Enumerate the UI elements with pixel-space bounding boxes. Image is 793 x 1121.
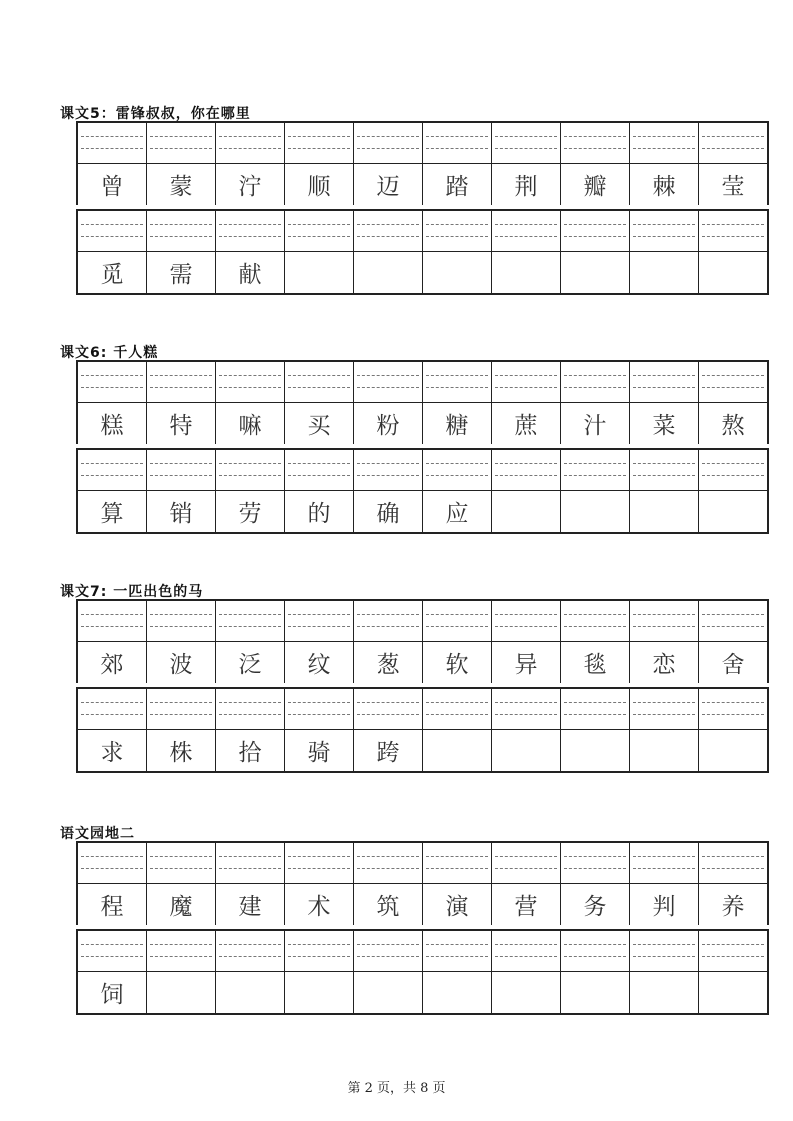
character-cell: 毯 — [561, 642, 630, 683]
pinyin-row — [78, 211, 767, 252]
character-cell: 建 — [216, 884, 285, 925]
character-cell: 养 — [721, 894, 745, 920]
pinyin-cell[interactable] — [699, 450, 767, 490]
character-cell: 恋 — [630, 642, 699, 683]
pinyin-cell[interactable] — [561, 931, 630, 971]
pinyin-cell[interactable] — [492, 211, 561, 251]
character-cell — [492, 491, 561, 532]
character-cell — [699, 252, 767, 293]
character-cell: 筑 — [354, 884, 423, 925]
pinyin-cell[interactable] — [354, 931, 423, 971]
pinyin-cell[interactable] — [78, 123, 147, 163]
pinyin-row — [78, 362, 767, 403]
character-cell: 演 — [423, 884, 492, 925]
pinyin-cell[interactable] — [354, 450, 423, 490]
character-cell: 荆 — [492, 164, 561, 205]
pinyin-cell[interactable] — [492, 689, 561, 729]
character-row — [78, 884, 767, 925]
pinyin-cell[interactable] — [147, 123, 216, 163]
character-cell: 务 — [561, 884, 630, 925]
character-row — [78, 403, 767, 444]
character-cell — [216, 972, 285, 1013]
character-cell — [492, 730, 561, 771]
pinyin-cell[interactable] — [147, 211, 216, 251]
character-cell: 程 — [78, 884, 147, 925]
character-cell: 魔 — [147, 884, 216, 925]
pinyin-cell[interactable] — [423, 450, 492, 490]
character-cell: 确 — [354, 491, 423, 532]
character-cell: 买 — [285, 403, 354, 444]
pinyin-row — [78, 601, 767, 642]
pinyin-cell[interactable] — [423, 843, 492, 883]
pinyin-cell[interactable] — [699, 211, 767, 251]
pinyin-cell[interactable] — [78, 362, 147, 402]
character-cell — [561, 972, 630, 1013]
pinyin-cell[interactable] — [354, 601, 423, 641]
pinyin-cell[interactable] — [216, 123, 285, 163]
character-cell — [492, 972, 561, 1013]
character-row — [78, 164, 767, 205]
character-cell: 骑 — [285, 730, 354, 771]
character-cell — [423, 730, 492, 771]
character-cell: 算 — [78, 491, 147, 532]
character-cell: 蔗 — [492, 403, 561, 444]
pinyin-cell[interactable] — [699, 123, 767, 163]
pinyin-cell[interactable] — [492, 601, 561, 641]
character-cell — [630, 252, 699, 293]
character-cell: 术 — [285, 884, 354, 925]
pinyin-cell[interactable] — [285, 689, 354, 729]
character-cell — [423, 252, 492, 293]
character-cell: 糖 — [423, 403, 492, 444]
pinyin-cell[interactable] — [78, 450, 147, 490]
character-cell: 献 — [216, 252, 285, 293]
grid-block — [76, 687, 769, 773]
character-cell: 迈 — [354, 164, 423, 205]
character-row — [78, 642, 767, 683]
pinyin-cell[interactable] — [147, 843, 216, 883]
character-cell: 泛 — [216, 642, 285, 683]
character-cell: 需 — [147, 252, 216, 293]
pinyin-cell[interactable] — [216, 689, 285, 729]
pinyin-cell[interactable] — [699, 931, 767, 971]
section-title: 课文6: 千人糕 — [60, 345, 159, 361]
character-cell — [354, 972, 423, 1013]
pinyin-cell[interactable] — [630, 123, 699, 163]
character-cell: 瓣 — [561, 164, 630, 205]
pinyin-cell[interactable] — [561, 211, 630, 251]
grid-block — [76, 929, 769, 1015]
character-cell — [630, 491, 699, 532]
character-cell: 粉 — [354, 403, 423, 444]
pinyin-cell[interactable] — [561, 450, 630, 490]
pinyin-cell[interactable] — [78, 931, 147, 971]
pinyin-cell[interactable] — [561, 601, 630, 641]
pinyin-cell[interactable] — [630, 362, 699, 402]
character-cell: 舍 — [721, 652, 745, 678]
pinyin-cell[interactable] — [285, 211, 354, 251]
character-cell: 顺 — [285, 164, 354, 205]
pinyin-cell[interactable] — [492, 843, 561, 883]
pinyin-cell[interactable] — [630, 211, 699, 251]
pinyin-cell[interactable] — [285, 843, 354, 883]
character-cell: 拾 — [216, 730, 285, 771]
pinyin-cell[interactable] — [147, 601, 216, 641]
character-cell: 曾 — [78, 164, 147, 205]
pinyin-cell[interactable] — [699, 843, 767, 883]
pinyin-cell[interactable] — [423, 689, 492, 729]
character-cell: 纹 — [285, 642, 354, 683]
pinyin-cell[interactable] — [147, 450, 216, 490]
character-cell: 特 — [147, 403, 216, 444]
section-title: 课文5：雷锋叔叔，你在哪里 — [60, 106, 251, 122]
character-cell: 劳 — [216, 491, 285, 532]
character-cell: 熬 — [721, 413, 745, 439]
character-row — [78, 491, 767, 532]
pinyin-cell[interactable] — [561, 362, 630, 402]
pinyin-cell[interactable] — [423, 601, 492, 641]
grid-block — [76, 360, 769, 444]
pinyin-row — [78, 689, 767, 730]
pinyin-row — [78, 450, 767, 491]
pinyin-cell[interactable] — [78, 843, 147, 883]
pinyin-cell[interactable] — [147, 931, 216, 971]
character-cell: 销 — [147, 491, 216, 532]
writing-grid — [76, 360, 769, 534]
section-title: 课文7: 一匹出色的马 — [60, 584, 204, 600]
pinyin-cell[interactable] — [354, 123, 423, 163]
pinyin-cell[interactable] — [423, 123, 492, 163]
character-cell: 应 — [423, 491, 492, 532]
character-row — [78, 252, 767, 293]
pinyin-cell[interactable] — [492, 450, 561, 490]
grid-block — [76, 121, 769, 205]
character-cell — [285, 972, 354, 1013]
character-cell — [423, 972, 492, 1013]
pinyin-cell[interactable] — [492, 123, 561, 163]
pinyin-cell[interactable] — [285, 601, 354, 641]
pinyin-cell[interactable] — [423, 211, 492, 251]
character-cell: 葱 — [354, 642, 423, 683]
grid-block — [76, 841, 769, 925]
character-cell — [561, 491, 630, 532]
character-cell: 泞 — [216, 164, 285, 205]
pinyin-cell[interactable] — [354, 211, 423, 251]
pinyin-cell[interactable] — [285, 450, 354, 490]
character-cell — [147, 972, 216, 1013]
pinyin-cell[interactable] — [147, 689, 216, 729]
pinyin-cell[interactable] — [561, 843, 630, 883]
pinyin-cell[interactable] — [699, 689, 767, 729]
pinyin-cell[interactable] — [216, 931, 285, 971]
character-cell: 菜 — [630, 403, 699, 444]
pinyin-cell[interactable] — [147, 362, 216, 402]
pinyin-cell[interactable] — [354, 843, 423, 883]
grid-block — [76, 599, 769, 683]
character-cell: 波 — [147, 642, 216, 683]
pinyin-cell[interactable] — [423, 362, 492, 402]
character-cell: 棘 — [630, 164, 699, 205]
pinyin-cell[interactable] — [285, 362, 354, 402]
pinyin-cell[interactable] — [285, 123, 354, 163]
writing-grid — [76, 121, 769, 295]
page-footer: 第 2 页，共 8 页 — [347, 1081, 446, 1096]
character-cell — [561, 252, 630, 293]
character-cell — [492, 252, 561, 293]
pinyin-cell[interactable] — [630, 931, 699, 971]
grid-block — [76, 448, 769, 534]
pinyin-cell[interactable] — [492, 931, 561, 971]
pinyin-cell[interactable] — [216, 211, 285, 251]
pinyin-cell[interactable] — [216, 601, 285, 641]
writing-grid — [76, 841, 769, 1015]
character-cell: 汁 — [561, 403, 630, 444]
character-cell — [561, 730, 630, 771]
character-cell: 跨 — [354, 730, 423, 771]
pinyin-row — [78, 843, 767, 884]
character-row — [78, 730, 767, 771]
grid-block — [76, 209, 769, 295]
character-cell: 异 — [492, 642, 561, 683]
pinyin-cell[interactable] — [561, 123, 630, 163]
pinyin-cell[interactable] — [630, 843, 699, 883]
pinyin-cell[interactable] — [699, 601, 767, 641]
character-cell: 的 — [285, 491, 354, 532]
character-cell: 营 — [492, 884, 561, 925]
character-cell — [630, 972, 699, 1013]
character-cell: 踏 — [423, 164, 492, 205]
pinyin-row — [78, 931, 767, 972]
character-cell: 求 — [78, 730, 147, 771]
writing-grid — [76, 599, 769, 773]
pinyin-cell[interactable] — [78, 601, 147, 641]
character-cell: 嘛 — [216, 403, 285, 444]
pinyin-cell[interactable] — [630, 601, 699, 641]
character-cell — [285, 252, 354, 293]
character-cell — [630, 730, 699, 771]
pinyin-cell[interactable] — [630, 450, 699, 490]
pinyin-cell[interactable] — [216, 843, 285, 883]
character-cell — [354, 252, 423, 293]
pinyin-cell[interactable] — [78, 211, 147, 251]
character-cell — [699, 972, 767, 1013]
character-cell: 株 — [147, 730, 216, 771]
pinyin-cell[interactable] — [492, 362, 561, 402]
character-cell: 郊 — [78, 642, 147, 683]
pinyin-cell[interactable] — [699, 362, 767, 402]
pinyin-cell[interactable] — [216, 450, 285, 490]
character-cell: 判 — [630, 884, 699, 925]
section-title: 语文园地二 — [60, 826, 135, 842]
character-cell — [699, 730, 767, 771]
character-cell: 莹 — [721, 174, 745, 200]
character-cell: 糕 — [78, 403, 147, 444]
character-cell: 蒙 — [147, 164, 216, 205]
pinyin-cell[interactable] — [354, 689, 423, 729]
pinyin-row — [78, 123, 767, 164]
character-cell — [699, 491, 767, 532]
pinyin-cell[interactable] — [561, 689, 630, 729]
character-cell: 饲 — [78, 972, 147, 1013]
pinyin-cell[interactable] — [630, 689, 699, 729]
pinyin-cell[interactable] — [354, 362, 423, 402]
character-cell: 觅 — [78, 252, 147, 293]
pinyin-cell[interactable] — [285, 931, 354, 971]
character-row — [78, 972, 767, 1013]
pinyin-cell[interactable] — [423, 931, 492, 971]
character-cell: 软 — [423, 642, 492, 683]
pinyin-cell[interactable] — [78, 689, 147, 729]
pinyin-cell[interactable] — [216, 362, 285, 402]
